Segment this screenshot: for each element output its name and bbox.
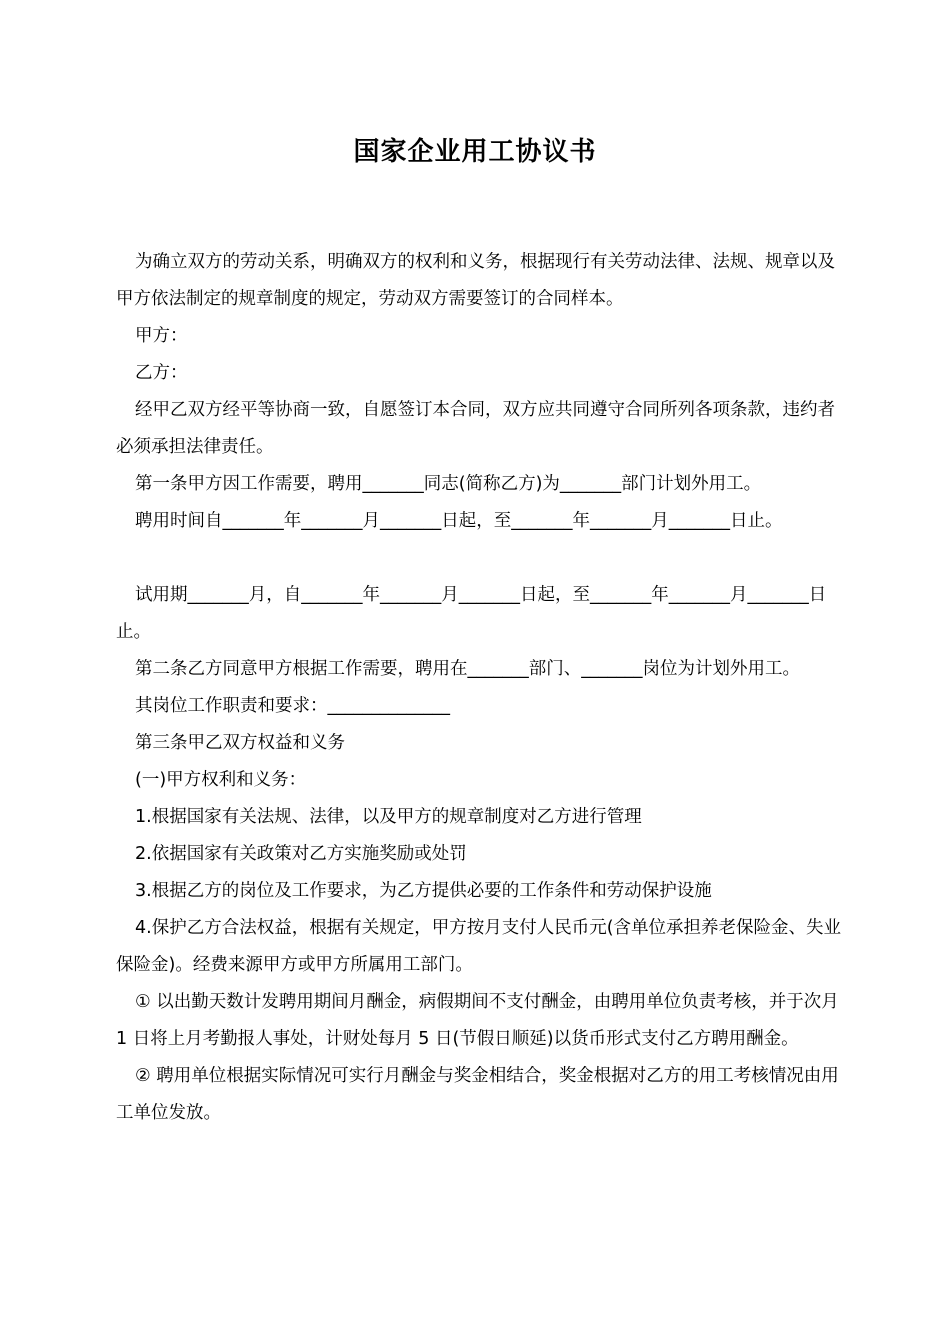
blank-line <box>116 540 852 577</box>
sub-item-1-paragraph: ① 以出勤天数计发聘用期间月酬金，病假期间不支付酬金，由聘用单位负责考核，并于次月 1 日将上月考勤报人事处，计财处每月 5 日(节假日顺延)以货币形式支付乙方聘用酬金。 <box>116 992 845 1049</box>
employment-period-line: 聘用时间自_______年_______月_______日起，至_______年_______月_______日止。 <box>135 511 783 531</box>
agreement-paragraph: 经甲乙双方经平等协商一致，自愿签订本合同，双方应共同遵守合同所列各项条款，违约者必须承担法律责任。 <box>116 400 835 457</box>
party-a-rights-heading: (一)甲方权利和义务： <box>135 770 307 790</box>
sub-item-2-paragraph: ② 聘用单位根据实际情况可实行月酬金与奖金相结合，奖金根据对乙方的用工考核情况由用工单位发放。 <box>116 1066 839 1123</box>
list-item: 4.保护乙方合法权益，根据有关规定，甲方按月支付人民币元(含单位承担养老保险金、失业保险金)。经费来源甲方或甲方所属用工部门。 <box>116 918 842 975</box>
article-3-heading: 第三条甲乙双方权益和义务 <box>135 733 345 753</box>
document-body <box>116 244 852 1132</box>
probation-period-paragraph: 试用期_______月，自_______年_______月_______日起，至_______年_______月_______日止。 <box>116 585 827 642</box>
party-b-line: 乙方： <box>135 363 188 383</box>
list-item: 3.根据乙方的岗位及工作要求，为乙方提供必要的工作条件和劳动保护设施 <box>135 881 712 901</box>
article-1-paragraph: 第一条甲方因工作需要，聘用_______同志(简称乙方)为_______部门计划外用工。 <box>135 474 762 494</box>
job-duties-line: 其岗位工作职责和要求：______________ <box>135 696 450 716</box>
list-item: 1.根据国家有关法规、法律，以及甲方的规章制度对乙方进行管理 <box>135 807 642 827</box>
article-2-paragraph: 第二条乙方同意甲方根据工作需要，聘用在_______部门、_______岗位为计划外用工。 <box>135 659 800 679</box>
party-a-line: 甲方： <box>135 326 188 346</box>
list-item: 2.依据国家有关政策对乙方实施奖励或处罚 <box>135 844 467 864</box>
intro-paragraph: 为确立双方的劳动关系，明确双方的权利和义务，根据现行有关劳动法律、法规、规章以及甲方依法制定的规章制度的规定，劳动双方需要签订的合同样本。 <box>116 252 835 309</box>
document-title: 国家企业用工协议书 <box>353 137 597 167</box>
